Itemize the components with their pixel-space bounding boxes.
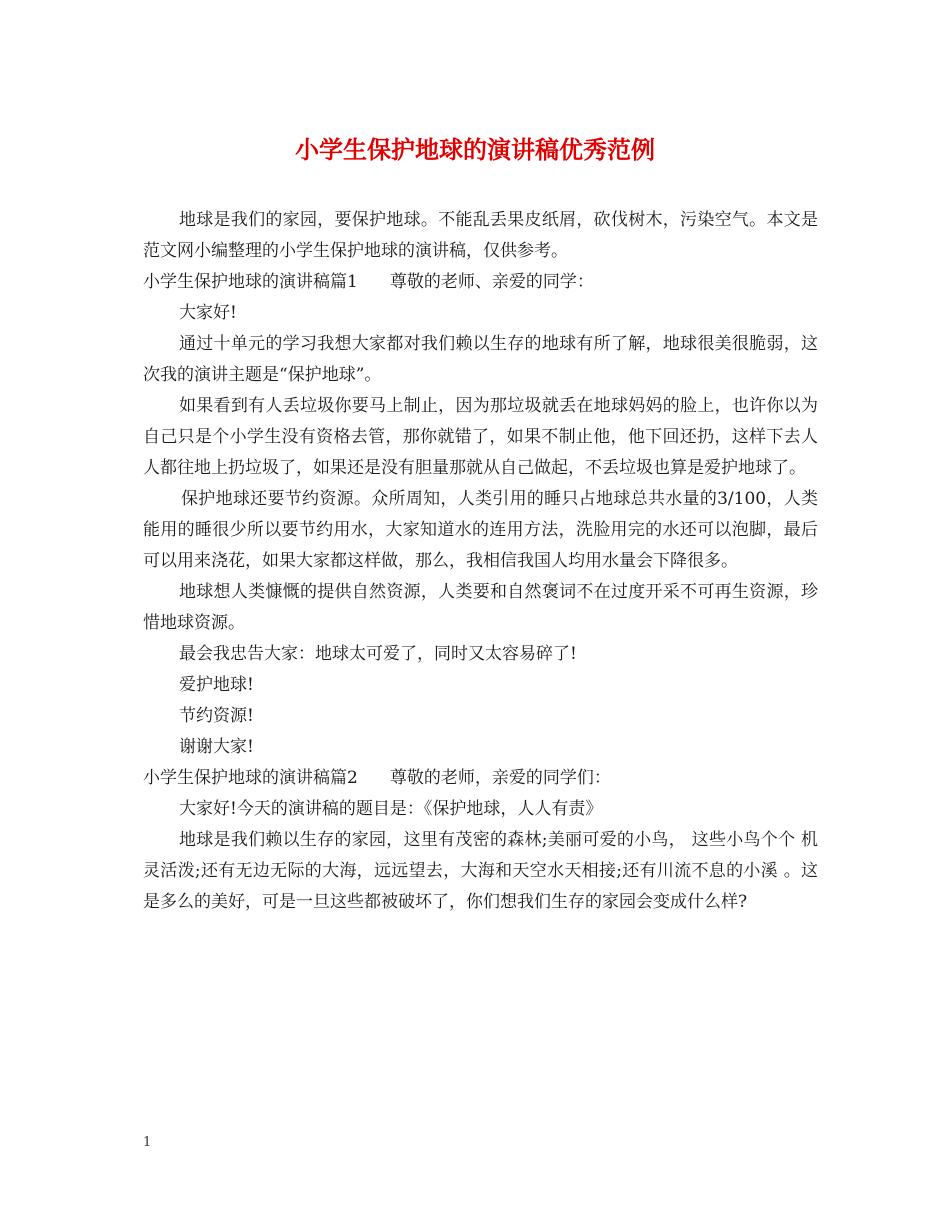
section1-paragraph: 爱护地球! xyxy=(179,675,254,695)
section1-paragraph: 保护地球还要节约资源。众所周知，人类引用的睡只占地球总共水量的3/100，人类能用的睡很少所以要节约用水，大家知道水的连用方法，洗脸用完的水还可以泡脚，最后可以用来浇花，如果大家都这样做，那么，我相信我国人均用水量会下降很多。 xyxy=(143,489,818,571)
section1-salutation: 尊敬的老师、亲爱的同学： xyxy=(389,272,594,292)
page-number: 1 xyxy=(143,1135,152,1150)
document-title: 小学生保护地球的演讲稿优秀范例 xyxy=(295,135,655,164)
intro-paragraph: 地球是我们的家园，要保护地球。不能乱丢果皮纸屑，砍伐树木，污染空气。本文是范文网小编整理的小学生保护地球的演讲稿，仅供参考。 xyxy=(143,210,818,261)
section2-heading-line xyxy=(143,763,818,794)
section2-salutation: 尊敬的老师，亲爱的同学们： xyxy=(389,768,611,788)
section1-paragraph: 地球想人类慷慨的提供自然资源，人类要和自然褒词不在过度开采不可再生资源，珍惜地球资源。 xyxy=(143,582,818,633)
section1-paragraph: 最会我忠告大家：地球太可爱了，同时又太容易碎了! xyxy=(179,644,577,664)
section2-heading: 小学生保护地球的演讲稿篇2 xyxy=(143,768,358,788)
section1-heading: 小学生保护地球的演讲稿篇1 xyxy=(143,272,358,292)
section1-heading-line xyxy=(143,267,818,298)
section2-greeting: 大家好!今天的演讲稿的题目是：《保护地球，人人有责》 xyxy=(179,799,603,819)
section1-paragraph: 节约资源! xyxy=(179,706,254,726)
section1-paragraph: 通过十单元的学习我想大家都对我们赖以生存的地球有所了解，地球很美很脆弱，这次我的演讲主题是“保护地球”。 xyxy=(143,334,818,385)
section1-paragraph: 谢谢大家! xyxy=(179,737,254,757)
section1-greeting: 大家好! xyxy=(179,303,237,323)
document-body xyxy=(143,205,818,918)
section2-paragraph: 地球是我们赖以生存的家园，这里有茂密的森林;美丽可爱的小鸟， 这些小鸟个个 机灵活泼;还有无边无际的大海，远远望去，大海和天空水天相接;还有川流不息的小溪 。这是多么的美好，可是一旦这些都被破坏了，你们想我们生存的家园会变成什么样? xyxy=(143,830,818,912)
section1-paragraph: 如果看到有人丢垃圾你要马上制止，因为那垃圾就丢在地球妈妈的脸上，也许你以为自己只是个小学生没有资格去管，那你就错了，如果不制止他，他下回还扔，这样下去人人都往地上扔垃圾了，如果还是没有胆量那就从自己做起，不丢垃圾也算是爱护地球了。 xyxy=(143,396,818,478)
